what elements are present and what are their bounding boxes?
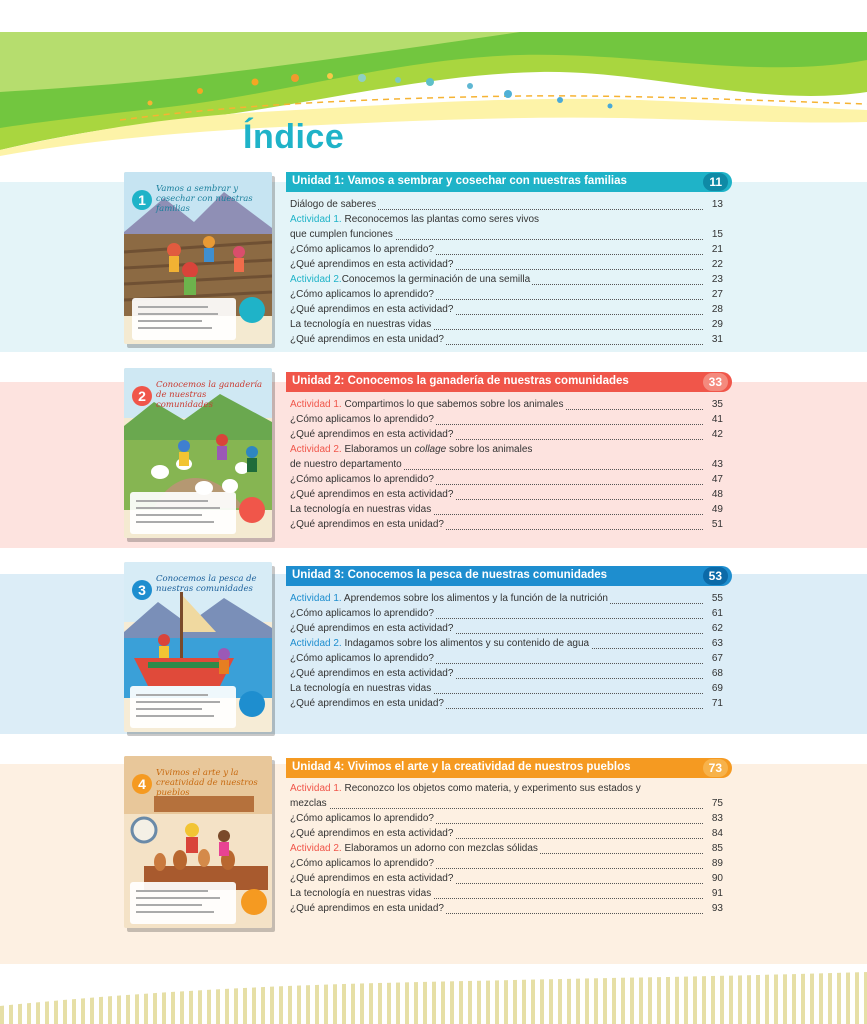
unit-4-cover [124, 756, 272, 928]
unit-3-header-label: Unidad 3: Conocemos la pesca de nuestras comunidades [292, 569, 608, 581]
toc-entry[interactable]: La tecnología en nuestras vidas 69 [290, 682, 723, 697]
unit-1-cover-number: 1 [132, 190, 152, 210]
toc-entry[interactable]: ¿Cómo aplicamos lo aprendido? 61 [290, 607, 723, 622]
unit-2-header-page: 33 [703, 373, 728, 391]
unit-3-header-page: 53 [703, 567, 728, 585]
toc-entry[interactable]: Actividad 1. Reconozco los objetos como materia, y experimento sus estados y mezclas 75 [290, 782, 723, 812]
unit-1-header-label: Unidad 1: Vamos a sembrar y cosechar con nuestras familias [292, 175, 627, 187]
toc-entry[interactable]: Diálogo de saberes 13 [290, 198, 723, 213]
unit-4-header-page: 73 [703, 759, 728, 777]
unit-1-header[interactable] [286, 172, 732, 192]
bottom-stripe-decoration [0, 964, 867, 1024]
toc-entry[interactable]: La tecnología en nuestras vidas 91 [290, 887, 723, 902]
toc-entry[interactable]: Actividad 2. Indagamos sobre los alimentos y su contenido de agua 63 [290, 637, 723, 652]
unit-4-toc [290, 782, 723, 917]
toc-entry[interactable]: ¿Qué aprendimos en esta actividad? 62 [290, 622, 723, 637]
toc-entry[interactable]: ¿Qué aprendimos en esta unidad? 51 [290, 518, 723, 533]
toc-entry[interactable]: ¿Qué aprendimos en esta actividad? 28 [290, 303, 723, 318]
toc-entry[interactable]: La tecnología en nuestras vidas 29 [290, 318, 723, 333]
unit-1-cover-title: Vamos a sembrar y cosechar con nuestras familias [156, 184, 253, 214]
unit-2-header-label: Unidad 2: Conocemos la ganadería de nuestras comunidades [292, 375, 629, 387]
toc-entry[interactable]: Actividad 2. Elaboramos un collage sobre los animales de nuestro departamento 43 [290, 443, 723, 473]
toc-entry[interactable]: ¿Qué aprendimos en esta actividad? 48 [290, 488, 723, 503]
unit-1-toc [290, 198, 723, 348]
toc-entry[interactable]: ¿Cómo aplicamos lo aprendido? 21 [290, 243, 723, 258]
toc-entry[interactable]: ¿Qué aprendimos en esta unidad? 31 [290, 333, 723, 348]
toc-entry[interactable]: ¿Qué aprendimos en esta actividad? 90 [290, 872, 723, 887]
toc-entry[interactable]: ¿Qué aprendimos en esta actividad? 22 [290, 258, 723, 273]
unit-4-header-label: Unidad 4: Vivimos el arte y la creatividad de nuestros pueblos [292, 761, 631, 773]
unit-4-header[interactable] [286, 758, 732, 778]
toc-entry[interactable]: ¿Qué aprendimos en esta unidad? 71 [290, 697, 723, 712]
toc-entry[interactable]: Actividad 2. Elaboramos un adorno con mezclas sólidas 85 [290, 842, 723, 857]
toc-entry[interactable]: Actividad 1. Compartimos lo que sabemos sobre los animales 35 [290, 398, 723, 413]
toc-entry[interactable]: ¿Cómo aplicamos lo aprendido? 89 [290, 857, 723, 872]
toc-entry[interactable]: ¿Cómo aplicamos lo aprendido? 83 [290, 812, 723, 827]
toc-entry[interactable]: ¿Qué aprendimos en esta actividad? 68 [290, 667, 723, 682]
toc-entry[interactable]: ¿Qué aprendimos en esta unidad? 93 [290, 902, 723, 917]
unit-3-toc [290, 592, 723, 712]
toc-entry[interactable]: ¿Cómo aplicamos lo aprendido? 41 [290, 413, 723, 428]
unit-2-cover-number: 2 [132, 386, 152, 406]
unit-2-header[interactable] [286, 372, 732, 392]
unit-1-header-page: 11 [703, 173, 728, 191]
toc-entry[interactable]: ¿Cómo aplicamos lo aprendido? 47 [290, 473, 723, 488]
toc-entry[interactable]: ¿Qué aprendimos en esta actividad? 42 [290, 428, 723, 443]
unit-3-cover-title: Conocemos la pesca de nuestras comunidades [156, 574, 257, 594]
unit-2-cover-title: Conocemos la ganadería de nuestras comunidades [156, 380, 263, 410]
page-title: Índice [243, 118, 345, 156]
unit-3-header[interactable] [286, 566, 732, 586]
top-wave-decoration [0, 0, 867, 160]
toc-entry[interactable]: Actividad 1. Aprendemos sobre los alimentos y la función de la nutrición 55 [290, 592, 723, 607]
unit-3-cover [124, 562, 272, 732]
unit-1-cover [124, 172, 272, 344]
toc-entry[interactable]: Actividad 2.Conocemos la germinación de una semilla 23 [290, 273, 723, 288]
toc-entry[interactable]: ¿Cómo aplicamos lo aprendido? 67 [290, 652, 723, 667]
unit-2-cover [124, 368, 272, 538]
toc-entry[interactable]: Actividad 1. Reconocemos las plantas como seres vivos que cumplen funciones 15 [290, 213, 723, 243]
toc-entry[interactable]: ¿Qué aprendimos en esta actividad? 84 [290, 827, 723, 842]
unit-2-toc [290, 398, 723, 533]
unit-3-cover-number: 3 [132, 580, 152, 600]
toc-entry[interactable]: La tecnología en nuestras vidas 49 [290, 503, 723, 518]
toc-entry[interactable]: ¿Cómo aplicamos lo aprendido? 27 [290, 288, 723, 303]
unit-4-cover-number: 4 [132, 774, 152, 794]
unit-4-cover-title: Vivimos el arte y la creatividad de nuestros pueblos [156, 768, 258, 798]
